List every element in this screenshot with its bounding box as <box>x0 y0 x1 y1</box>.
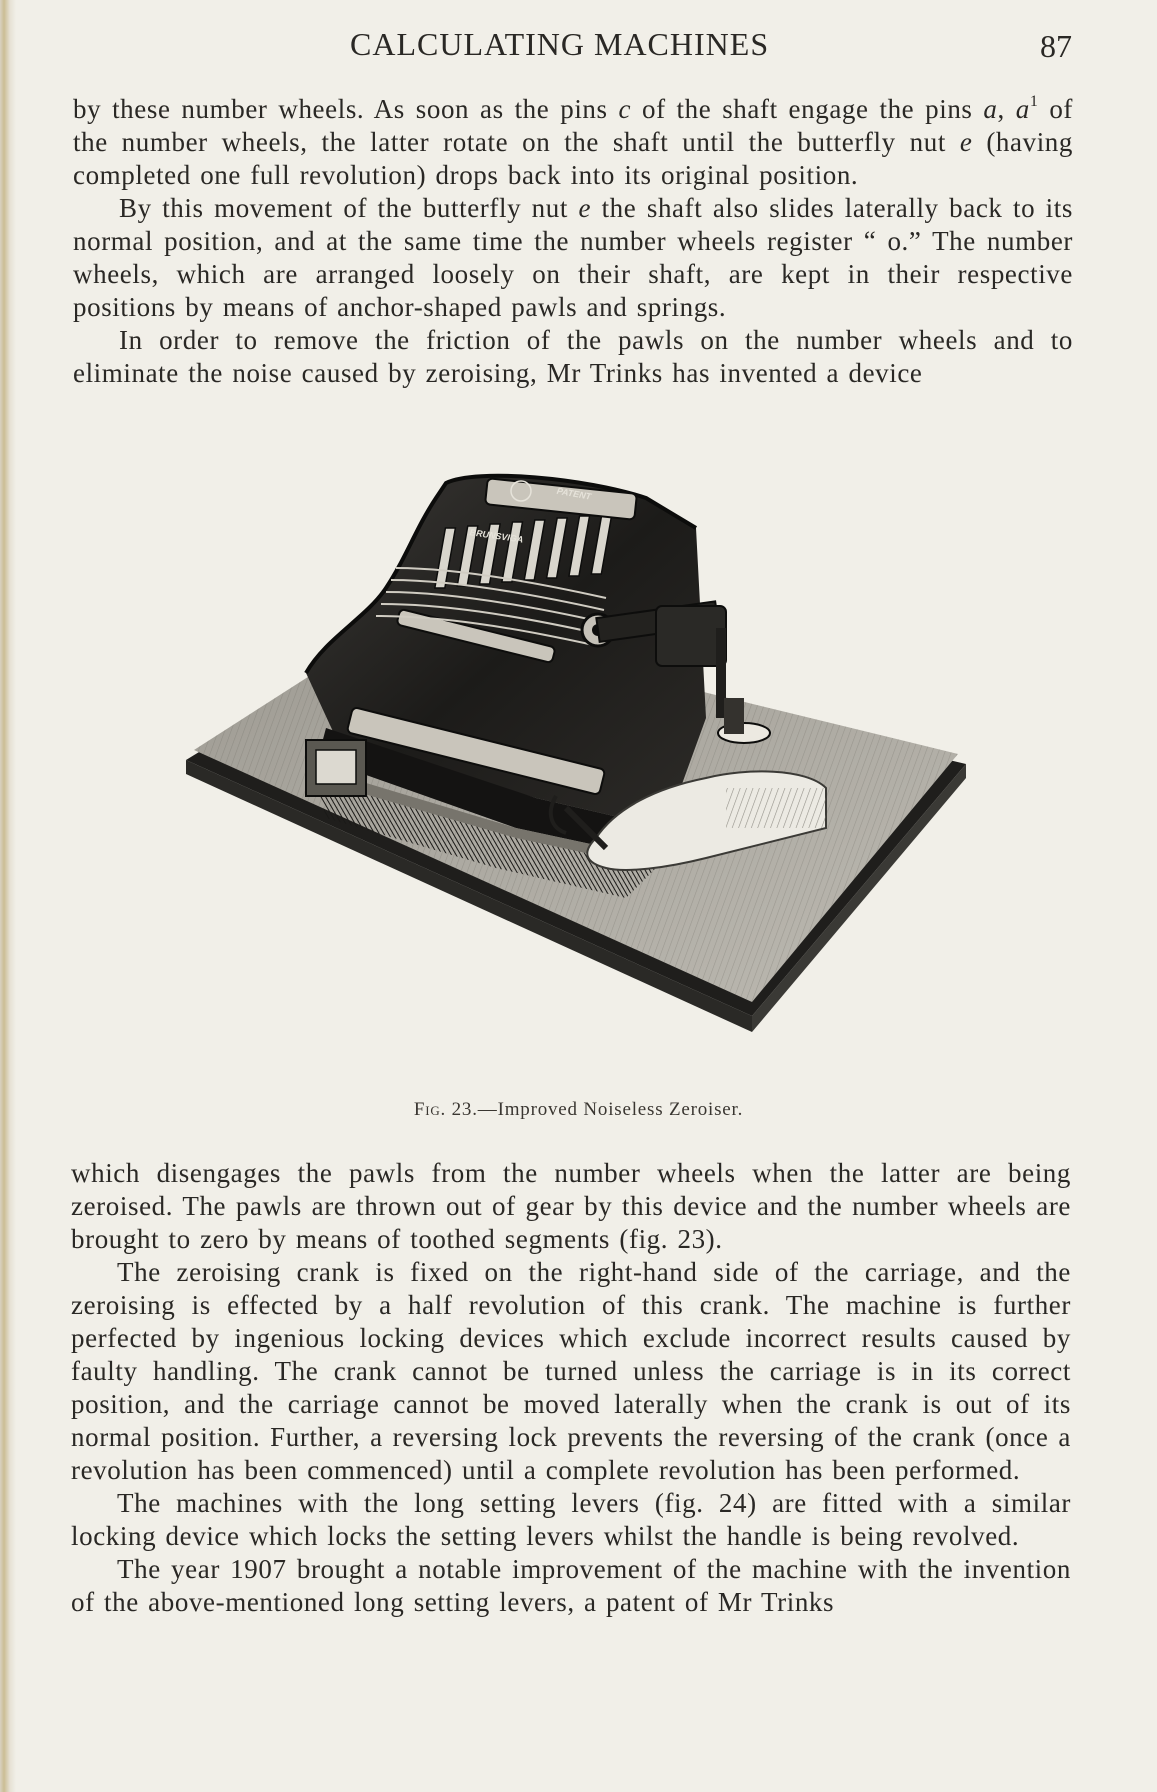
paragraph: The machines with the long setting levers (fig. 24) are fitted with a similar locking device which locks the setting levers whilst the handle is being revolved. <box>71 1488 1071 1551</box>
page-number: 87 <box>1040 28 1072 64</box>
text-block-top <box>73 93 1073 390</box>
engraved-patent: PATENT <box>556 485 592 502</box>
running-title: CALCULATING MACHINES <box>350 26 770 62</box>
figure-label: Fig. 23. <box>413 1099 478 1120</box>
figure-calculating-machine <box>186 468 966 1090</box>
figure-caption-text: —Improved Noiseless Zeroiser. <box>477 1099 744 1120</box>
figure-caption <box>0 1099 1157 1121</box>
paragraph: By this movement of the butterfly nut e the shaft also slides laterally back to its normal position, and at the same time the number wheels register “ o.” The number wheels, which are arranged loosely on their shaft, are kept in their respective positions by means of anchor-shaped pawls and springs. <box>73 193 1073 322</box>
page-header <box>0 26 1157 66</box>
page-binding-edge <box>0 0 16 1792</box>
paragraph: which disengages the pawls from the number wheels when the latter are being zeroised. The pawls are thrown out of gear by this device and the number wheels are brought to zero by means of toothed segments (fig. 23). <box>71 1158 1071 1254</box>
carriage-clamp <box>306 740 366 796</box>
paragraph: The year 1907 brought a notable improvement of the machine with the invention of the above-mentioned long setting levers, a patent of Mr Trinks <box>71 1554 1071 1617</box>
paragraph: by these number wheels. As soon as the pins c of the shaft engage the pins a, $a^1$ of the number wheels, the latter rotate on the shaft until the butterfly nut e (having completed one full revolution) drops back into its original position. <box>73 93 1074 190</box>
paragraph: In order to remove the friction of the pawls on the number wheels and to eliminate the noise caused by zeroising, Mr Trinks has invented a device <box>73 325 1073 388</box>
engraved-brand: BRUNSVIGA <box>469 527 524 545</box>
text-block-bottom <box>71 1157 1071 1619</box>
paragraph: The zeroising crank is fixed on the right-hand side of the carriage, and the zeroising is effected by a half revolution of this crank. The machine is further perfected by ingenious locking devices which exclude incorrect results caused by faulty handling. The crank cannot be turned unless the carriage is in its correct position, and the carriage cannot be moved laterally when the crank is out of its normal position. Further, a reversing lock prevents the reversing of the crank (once a revolution has been commenced) until a complete revolution has been performed. <box>71 1257 1071 1485</box>
